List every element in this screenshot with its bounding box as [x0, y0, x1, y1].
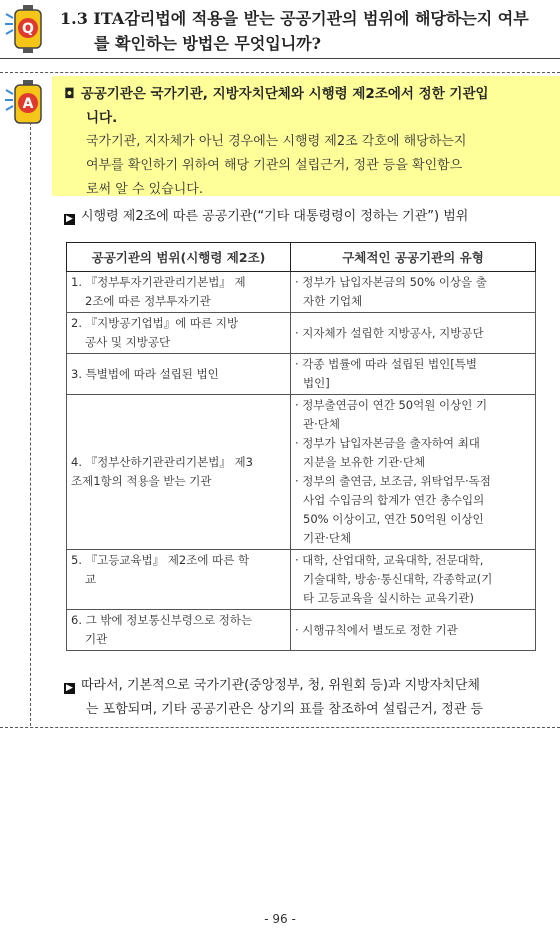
cell-line: 조제1항의 적용을 받는 기관 — [71, 474, 212, 488]
q-icon-letter: Q — [22, 21, 34, 37]
cell-line: 기술대학, 방송·통신대학, 각종학교(기 — [303, 572, 493, 586]
answer-a-icon — [4, 80, 48, 126]
types-cell — [291, 610, 536, 651]
table-intro — [64, 206, 560, 228]
cell-line: 교 — [85, 572, 97, 586]
types-cell — [291, 272, 536, 313]
table-header-row — [67, 243, 536, 272]
cell-line: 6. 그 밖에 정보통신부령으로 정하는 — [71, 613, 253, 627]
cell-line: 4. 『정부산하기관관리기본법』 제3 — [71, 455, 253, 469]
cell-line: · 정부가 납입자본금의 50% 이상을 출 — [295, 275, 487, 289]
cell-line: 법인] — [303, 376, 330, 390]
cell-line: 2조에 따른 정부투자기관 — [85, 294, 211, 308]
types-cell — [291, 313, 536, 354]
scope-cell — [67, 313, 291, 354]
question-block — [0, 0, 560, 58]
types-cell — [291, 395, 536, 550]
table-header-types: 구체적인 공공기관의 유형 — [291, 243, 536, 272]
scope-cell — [67, 272, 291, 313]
conclusion-line1: 따라서, 기본적으로 국가기관(중앙정부, 청, 위원회 등)과 지방자치단체 — [81, 678, 480, 693]
question-title-line2: 를 확인하는 방법은 무엇입니까? — [94, 34, 322, 53]
scope-cell — [67, 610, 291, 651]
types-cell — [291, 354, 536, 395]
table-row — [67, 610, 536, 651]
table-row — [67, 272, 536, 313]
cell-line: 50% 이상이고, 연간 50억원 이상인 — [303, 512, 484, 526]
table-row — [67, 313, 536, 354]
table-row — [67, 395, 536, 550]
scope-cell — [67, 395, 291, 550]
question-divider — [0, 58, 560, 59]
cell-line: · 지자체가 설립한 지방공사, 지방공단 — [295, 325, 484, 340]
answer-body-line: 국가기관, 지자체가 아닌 경우에는 시행령 제2조 각호에 해당하는지 — [86, 134, 467, 149]
cell-line: · 대학, 산업대학, 교육대학, 전문대학, — [295, 553, 484, 567]
answer-body-line: 로써 알 수 있습니다. — [86, 182, 203, 197]
cell-line: · 정부의 출연금, 보조금, 위탁업무·독점 — [295, 474, 491, 488]
page-number: - 96 - — [264, 912, 296, 926]
cell-line: 3. 특별법에 따라 설립된 법인 — [71, 366, 219, 381]
table-row — [67, 550, 536, 610]
scope-cell — [67, 354, 291, 395]
cell-line: 지분을 보유한 기관·단체 — [303, 455, 426, 469]
question-title — [60, 6, 560, 56]
cell-line: 기관 — [85, 632, 108, 646]
cell-line: 1. 『정부투자기관관리기본법』 제 — [71, 275, 246, 289]
cell-line: · 정부가 납입자본금을 출자하여 최대 — [295, 436, 480, 450]
cell-line: 공사 및 지방공단 — [85, 335, 171, 349]
cell-line: 사업 수입금의 합계가 연간 총수입의 — [303, 493, 485, 507]
table-row — [67, 354, 536, 395]
scope-cell — [67, 550, 291, 610]
cell-line: 기관·단체 — [303, 531, 352, 545]
cell-line: 2. 『지방공기업법』에 따른 지방 — [71, 316, 239, 330]
conclusion — [64, 674, 560, 722]
table-header-scope: 공공기관의 범위(시행령 제2조) — [67, 243, 291, 272]
cell-line: · 시행규칙에서 별도로 정한 기관 — [295, 622, 458, 637]
public-institution-table — [66, 242, 536, 651]
cell-line: 자한 기업체 — [303, 294, 363, 308]
arrow-bullet-icon: ▶ — [64, 683, 75, 694]
cell-line: 타 고등교육을 실시하는 교육기관) — [303, 591, 474, 605]
conclusion-line2: 는 포함되며, 기타 공공기관은 상기의 표를 참조하여 설립근거, 정관 등 — [86, 702, 484, 717]
cell-line: 5. 『고등교육법』 제2조에 따른 학 — [71, 553, 250, 567]
table-intro-text: 시행령 제2조에 따른 공공기관(“기타 대통령령이 정하는 기관”) 범위 — [81, 209, 469, 224]
cell-line: 관·단체 — [303, 417, 340, 431]
answer-body-line: 여부를 확인하기 위하여 해당 기관의 설립근거, 정관 등을 확인함으 — [86, 158, 463, 173]
arrow-bullet-icon: ▶ — [64, 214, 75, 225]
a-icon-letter: A — [22, 96, 34, 112]
answer-body — [86, 130, 560, 202]
answer-heading-line1: 공공기관은 국가기관, 지방자치단체와 시행령 제2조에서 정한 기관입 — [80, 86, 489, 102]
answer-heading — [64, 82, 560, 130]
question-q-icon — [4, 4, 50, 54]
cell-line: · 정부출연금이 연간 50억원 이상인 기 — [295, 398, 488, 412]
answer-sidebar-line — [30, 122, 31, 726]
answer-marker-icon: ◘ — [64, 86, 75, 102]
question-title-line1: 1.3 ITA감리법에 적용을 받는 공공기관의 범위에 해당하는지 여부 — [60, 9, 529, 28]
types-cell — [291, 550, 536, 610]
answer-heading-line2: 니다. — [86, 110, 118, 126]
cell-line: · 각종 법률에 따라 설립된 법인[특별 — [295, 357, 477, 371]
